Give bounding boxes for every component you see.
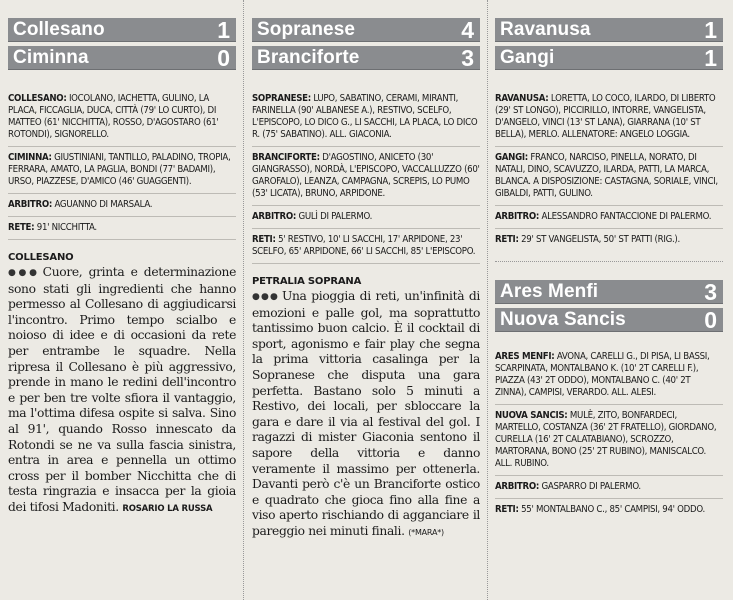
label: BRANCIFORTE: bbox=[252, 152, 320, 163]
label: GANGI: bbox=[495, 152, 528, 163]
label: RETE: bbox=[8, 222, 35, 233]
column-3 bbox=[495, 0, 723, 521]
referee bbox=[495, 476, 723, 499]
away-lineup bbox=[495, 147, 723, 206]
report-heading: COLLESANO bbox=[8, 252, 74, 263]
team-score: 0 bbox=[217, 44, 230, 71]
team-score: 1 bbox=[217, 16, 230, 43]
team-name: Nuova Sancis bbox=[500, 309, 626, 330]
text: 5' RESTIVO, 10' LI SACCHI, 17' ARPIDONE, 23' SCELFO, 65' ARPIDONE, 66' LI SACCHI, 85' L'EPISCOPO. bbox=[252, 234, 476, 257]
text: LUPO, SABATINO, CERAMI, MIRANTI, FARINELLA (90' ALBANESE A.), RESTIVO, SCELFO, L'EPISCOPO, LO DICO G., LI SACCHI, LA PLACA, LO DICO R. (75' SABATINO). ALL. GIACONIA. bbox=[252, 93, 478, 140]
match-card-ares-nuova bbox=[495, 262, 723, 521]
match-card-collesano-ciminna bbox=[8, 0, 236, 240]
bullet-dots: ●●● bbox=[8, 268, 40, 278]
text: D'AGOSTINO, ANICETO (30' GIANGRASSO), NORDÀ, L'EPISCOPO, VACCALLUZZO (60' GAROFALO), LEANZA, CAMPAGNA, SCREPIS, LO PUMO (53' LICATA), BRUNO, ARPIDONE. bbox=[252, 152, 480, 199]
away-team-bar bbox=[495, 308, 723, 332]
column-1 bbox=[8, 0, 236, 518]
away-lineup bbox=[252, 147, 480, 206]
goals bbox=[252, 229, 480, 264]
text: LORETTA, LO COCO, ILARDO, DI LIBERTO (29' ST LONGO), PICCIRILLO, INTORRE, VANGELISTA, D'ANGELO, VINCI (13' ST LANA), GIARRANA (10' ST BELLA), MERLO. ALLENATORE: ANGELO LOGGIA. bbox=[495, 93, 716, 140]
referee bbox=[495, 206, 723, 229]
label: ARBITRO: bbox=[495, 481, 540, 492]
text: AGUANNO DI MARSALA. bbox=[54, 199, 153, 210]
team-name: Collesano bbox=[13, 19, 105, 40]
away-lineup bbox=[495, 405, 723, 476]
home-team-bar bbox=[8, 18, 236, 42]
text: ALESSANDRO FANTACCIONE DI PALERMO. bbox=[541, 211, 712, 222]
text: AVONA, CARELLI G., DI PISA, LI BASSI, SCARPINATA, MONTALBANO K. (10' 2T CARELLI F.), PIAZZA (43' 2T ODDO), MONTALBANO C. (40' 2T ZINNA), CAMPISI, VERARDO. ALL. ALESI. bbox=[495, 351, 710, 398]
home-lineup bbox=[8, 88, 236, 147]
label: ARBITRO: bbox=[252, 211, 297, 222]
report-signature: (*MARA*) bbox=[408, 527, 444, 537]
bullet-dots: ●●● bbox=[252, 292, 279, 302]
text: GIUSTINIANI, TANTILLO, PALADINO, TROPIA, FERRARA, AMATO, LA PAGLIA, BONDI (77' BADAMI), URSO, PIAZZESE, D'AMICO (46' GUAGGENTI). bbox=[8, 152, 231, 187]
goals bbox=[495, 229, 723, 251]
team-score: 0 bbox=[704, 306, 717, 333]
goals bbox=[8, 217, 236, 240]
label: ARES MENFI: bbox=[495, 351, 555, 362]
home-team-bar bbox=[495, 280, 723, 304]
column-2 bbox=[252, 0, 480, 541]
home-lineup bbox=[495, 346, 723, 405]
text: IOCOLANO, IACHETTA, GULINO, LA PLACA, FICCAGLIA, DUCA, CITTÀ (79' LO CURTO), DI MATTEO (61' NICCHITTA), ROSSO, D'AGOSTARO (61' ROTONDI), SIGNORELLO. bbox=[8, 93, 219, 140]
team-name: Ravanusa bbox=[500, 19, 591, 40]
team-score: 1 bbox=[704, 16, 717, 43]
label: COLLESANO: bbox=[8, 93, 67, 104]
home-team-bar bbox=[252, 18, 480, 42]
label: ARBITRO: bbox=[495, 211, 540, 222]
label: NUOVA SANCIS: bbox=[495, 410, 568, 421]
text: 29' ST VANGELISTA, 50' ST PATTI (RIG.). bbox=[521, 234, 680, 245]
away-team-bar bbox=[495, 46, 723, 70]
text: 91' NICCHITTA. bbox=[36, 222, 97, 233]
team-score: 3 bbox=[704, 278, 717, 305]
team-score: 1 bbox=[704, 44, 717, 71]
label: RETI: bbox=[252, 234, 276, 245]
team-score: 4 bbox=[461, 16, 474, 43]
text: GULÌ DI PALERMO. bbox=[298, 211, 373, 222]
report-heading: PETRALIA SOPRANA bbox=[252, 276, 362, 287]
team-name: Ares Menfi bbox=[500, 281, 599, 302]
text: 55' MONTALBANO C., 85' CAMPISI, 94' ODDO. bbox=[521, 504, 705, 515]
report-text: Cuore, grinta e determinazione sono stati gli ingredienti che hanno permesso al Collesano di aggiudicarsi l'incontro. Primo tempo scialbo e noioso di idee e di occasioni da rete per entrambe le squadre. Nella ripresa il Collesano è più aggressivo, prende in mano le redini dell'incontro e per ben tre volte sfiora il vantaggio, ma l'ottima difesa ospite si salva. Sino al 91', quando Rosso innescato da Rotondi se ne va sulla fascia sinistra, entra in area e pennella un ottimo cross per il bomber Nicchitta che di testa ringrazia e insacca per la gioia dei tifosi Madoniti. bbox=[8, 265, 236, 514]
label: RAVANUSA: bbox=[495, 93, 549, 104]
team-name: Ciminna bbox=[13, 47, 89, 68]
home-lineup bbox=[495, 88, 723, 147]
match-card-sopranese-branciforte bbox=[252, 0, 480, 264]
home-team-bar bbox=[495, 18, 723, 42]
home-lineup bbox=[252, 88, 480, 147]
report-text: Una pioggia di reti, un'infinità di emozioni e palle gol, ma soprattutto tantissimo buon calcio. È il cocktail di sport, agonismo e fair play che segna la prima vittoria casalinga per la Sopranese che disputa una gara perfetta. Bastano solo 5 minuti a Restivo, dei locali, per sbloccare la gara e dare il via al festival del gol. I ragazzi di mister Giaconia sentono il sapore della vittoria e danno veramente il massimo per ottenerla. Davanti però c'è un Branciforte ostico e quadrato che gioca fino alla fine a viso aperto rischiando di agganciare il pareggio nei minuti finali. bbox=[252, 289, 480, 538]
report-signature: ROSARIO LA RUSSA bbox=[122, 503, 213, 514]
team-name: Sopranese bbox=[257, 19, 356, 40]
referee bbox=[252, 206, 480, 229]
team-score: 3 bbox=[461, 44, 474, 71]
label: CIMINNA: bbox=[8, 152, 52, 163]
text: MULÈ, ZITO, BONFARDECI, MARTELLO, COSTANZA (36' 2T FRATELLO), GIORDANO, CURELLA (16' 2T CALATABIANO), SCROZZO, MARTORANA, BONO (25' 2T RUBINO), MANISCALCO. ALL. RUBINO. bbox=[495, 410, 717, 469]
team-name: Branciforte bbox=[257, 47, 360, 68]
label: SOPRANESE: bbox=[252, 93, 311, 104]
report-body bbox=[252, 289, 480, 541]
away-lineup bbox=[8, 147, 236, 194]
goals bbox=[495, 499, 723, 521]
match-report-petralia bbox=[252, 276, 480, 541]
text: FRANCO, NARCISO, PINELLA, NORATO, DI NATALI, DINO, SCAVUZZO, ILARDA, PATTI, LA MARCA, BLANCA. A DISPOSIZIONE: CASTAGNA, SORIALE, VINCI, GIBALDI, PATTI, GULINO. bbox=[495, 152, 718, 199]
away-team-bar bbox=[8, 46, 236, 70]
match-report-collesano bbox=[8, 252, 236, 518]
text: GASPARRO DI PALERMO. bbox=[541, 481, 641, 492]
away-team-bar bbox=[252, 46, 480, 70]
match-card-ravanusa-gangi bbox=[495, 0, 723, 251]
label: RETI: bbox=[495, 234, 519, 245]
label: RETI: bbox=[495, 504, 519, 515]
team-name: Gangi bbox=[500, 47, 555, 68]
label: ARBITRO: bbox=[8, 199, 53, 210]
referee bbox=[8, 194, 236, 217]
report-body bbox=[8, 265, 236, 518]
